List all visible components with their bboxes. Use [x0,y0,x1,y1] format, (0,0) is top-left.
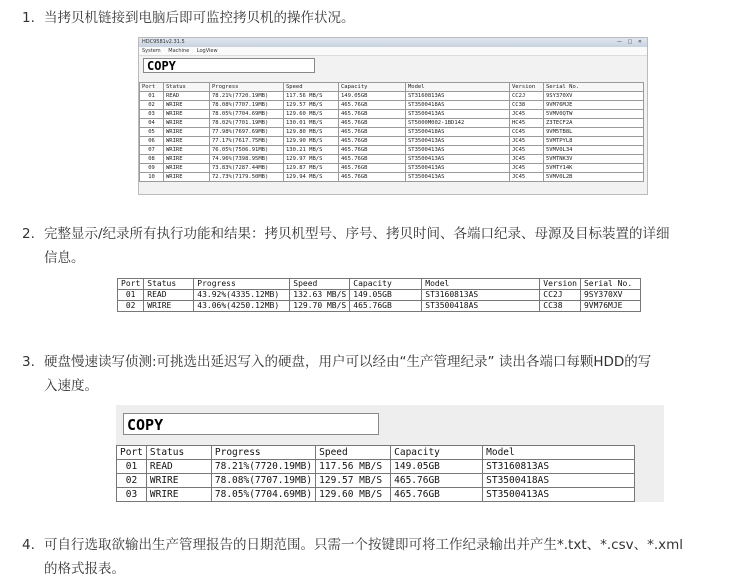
column-header: Model [406,83,510,92]
table-cell: 465.76GB [339,137,406,146]
table-row [117,460,635,474]
list-item-2 [22,222,670,246]
table-cell: JC45 [510,137,544,146]
item-number: 1. [22,10,35,26]
table-cell: CC2J [540,290,581,301]
column-header: Version [510,83,544,92]
speed-screenshot [116,405,664,502]
table-cell: 117.56 MB/S [316,460,391,474]
column-header: Progress [210,83,284,92]
window-titlebar [139,38,647,47]
table-cell: 03 [140,110,164,119]
table-cell: READ [144,290,194,301]
table-cell: WRIRE [164,128,210,137]
column-header: Port [118,279,144,290]
copy-mode-label: COPY [143,58,315,73]
table-cell: JC45 [510,173,544,182]
table-cell: Z3TECF2A [544,119,644,128]
table-cell: 465.76GB [350,301,422,312]
table-cell: 465.76GB [339,164,406,173]
table-cell: 465.76GB [339,101,406,110]
column-header: Capacity [391,446,483,460]
list-item-1 [22,6,355,30]
table-row [117,474,635,488]
table-cell: 9SY370XV [580,290,640,301]
table-cell: 78.08%(7707.19MB) [210,101,284,110]
table-cell: ST3500413AS [406,164,510,173]
table-cell: 02 [117,474,147,488]
table-cell: READ [164,92,210,101]
table-cell: WRIRE [164,164,210,173]
table-row [117,488,635,502]
table-cell: 129.90 MB/S [284,137,339,146]
table-cell: 5VMTNK3V [544,155,644,164]
port-status-table [139,82,644,182]
table-cell: 9VM5TB8L [544,128,644,137]
table-cell: 5VMV0QTW [544,110,644,119]
column-header: Speed [284,83,339,92]
table-cell: READ [146,460,211,474]
table-header-row [118,279,641,290]
item-number: 2. [22,226,35,242]
window-title: HDC9581v2.31.5 [142,39,185,45]
column-header: Model [483,446,635,460]
port-status-table-3 [116,445,635,502]
table-cell: 5VMV0L34 [544,146,644,155]
item-text-continued: 信息。 [44,250,85,266]
table-cell: ST3500413AS [483,488,635,502]
menu-logview[interactable]: LogView [196,48,218,54]
monitor-screenshot [138,37,648,195]
table-cell: 465.76GB [339,146,406,155]
table-cell: 09 [140,164,164,173]
table-cell: 465.76GB [339,155,406,164]
table-cell: 01 [118,290,144,301]
table-cell: 73.83%(7287.44MB) [210,164,284,173]
table-cell: ST5000M002-1BD142 [406,119,510,128]
table-cell: 78.05%(7704.69MB) [210,110,284,119]
table-cell: 149.05GB [339,92,406,101]
table-cell: 43.06%(4250.12MB) [194,301,290,312]
table-row [140,137,644,146]
table-cell: 465.76GB [339,110,406,119]
table-cell: 03 [117,488,147,502]
table-cell: 10 [140,173,164,182]
table-cell: 9VM76MJE [544,101,644,110]
table-cell: 02 [140,101,164,110]
table-cell: 06 [140,137,164,146]
table-cell: 78.21%(7720.19MB) [210,92,284,101]
table-cell: ST3160813AS [483,460,635,474]
table-cell: ST3500413AS [406,146,510,155]
table-row [140,146,644,155]
table-cell: 465.76GB [391,474,483,488]
table-row [140,128,644,137]
table-cell: 01 [140,92,164,101]
item-text-continued: 入速度。 [44,378,98,394]
item-number: 3. [22,354,35,370]
column-header: Port [117,446,147,460]
table-row [140,101,644,110]
table-cell: CC38 [510,101,544,110]
table-cell: ST3500418AS [406,128,510,137]
table-cell: 78.21%(7720.19MB) [211,460,315,474]
column-header: Status [144,279,194,290]
table-cell: ST3160813AS [406,92,510,101]
item-number: 4. [22,537,35,553]
table-cell: 129.60 MB/S [316,488,391,502]
item-text: 当拷贝机链接到电脑后即可监控拷贝机的操作状况。 [44,10,355,26]
table-row [140,119,644,128]
table-cell: 465.76GB [339,128,406,137]
table-cell: ST3160813AS [422,290,540,301]
table-cell: 02 [118,301,144,312]
table-cell: 129.87 MB/S [284,164,339,173]
table-cell: 78.02%(7701.19MB) [210,119,284,128]
table-header-row [140,83,644,92]
table-cell: WRIRE [146,488,211,502]
table-cell: 76.05%(7506.91MB) [210,146,284,155]
item-text-continued: 的格式报表。 [44,561,125,577]
column-header: Progress [211,446,315,460]
table-cell: 74.96%(7398.95MB) [210,155,284,164]
menu-system[interactable]: System [142,48,161,54]
table-cell: 01 [117,460,147,474]
table-row [118,301,641,312]
item-text: 硬盘慢速读写侦测:可挑选出延迟写入的硬盘，用户可以经由“生产管理纪录” 读出各端口每颗HDD的写 [44,354,652,370]
table-cell: ST3500418AS [483,474,635,488]
copy-mode-label: COPY [123,413,379,435]
port-table-body [117,446,635,502]
table-cell: ST3500418AS [406,101,510,110]
table-cell: 77.17%(7617.75MB) [210,137,284,146]
column-header: Version [540,279,581,290]
table-cell: 129.57 MB/S [284,101,339,110]
table-row [118,290,641,301]
table-cell: 132.63 MB/S [290,290,350,301]
column-header: Status [146,446,211,460]
table-cell: WRIRE [164,110,210,119]
table-cell: 129.94 MB/S [284,173,339,182]
table-cell: WRIRE [144,301,194,312]
table-cell: 05 [140,128,164,137]
item-text: 可自行选取欲输出生产管理报告的日期范围。只需一个按键即可将工作纪录输出并产生*.txt、*.csv、*.xml [44,537,684,553]
table-cell: 465.76GB [339,173,406,182]
table-header-row [117,446,635,460]
table-cell: 78.05%(7704.69MB) [211,488,315,502]
column-header: Capacity [339,83,406,92]
table-cell: JC45 [510,146,544,155]
table-cell: 129.80 MB/S [284,128,339,137]
column-header: Serial No. [544,83,644,92]
table-cell: WRIRE [164,137,210,146]
table-cell: 129.60 MB/S [284,110,339,119]
column-header: Model [422,279,540,290]
column-header: Progress [194,279,290,290]
port-table-body [118,279,641,312]
table-row [140,92,644,101]
table-cell: 5VMV0L2B [544,173,644,182]
table-cell: WRIRE [164,101,210,110]
table-cell: 465.76GB [391,488,483,502]
table-cell: 9VM76MJE [580,301,640,312]
table-cell: CC45 [510,128,544,137]
column-header: Status [164,83,210,92]
table-cell: 5VMTY14K [544,164,644,173]
item-text: 完整显示/纪录所有执行功能和结果：拷贝机型号、序号、拷贝时间、各端口纪录、母源及目标装置的详细 [44,226,670,242]
table-cell: WRIRE [164,155,210,164]
table-cell: JC45 [510,110,544,119]
table-cell: JC45 [510,155,544,164]
column-header: Port [140,83,164,92]
table-cell: WRIRE [164,173,210,182]
table-cell: 07 [140,146,164,155]
column-header: Serial No. [580,279,640,290]
table-cell: HC45 [510,119,544,128]
window-controls: — □ ✕ [616,39,644,45]
port-table-body [140,83,644,182]
table-cell: 117.56 MB/S [284,92,339,101]
table-cell: 5VMTPYL8 [544,137,644,146]
table-cell: 149.05GB [350,290,422,301]
table-row [140,155,644,164]
table-cell: 08 [140,155,164,164]
table-cell: ST3500413AS [406,155,510,164]
table-cell: ST3500413AS [406,173,510,182]
table-cell: 9SY370XV [544,92,644,101]
port-status-table-2 [117,278,641,312]
table-cell: JC45 [510,164,544,173]
table-cell: 129.97 MB/S [284,155,339,164]
table-row [140,164,644,173]
table-cell: CC2J [510,92,544,101]
column-header: Speed [290,279,350,290]
table-cell: 72.73%(7179.50MB) [210,173,284,182]
table-cell: WRIRE [164,146,210,155]
table-row [140,110,644,119]
table-cell: 129.57 MB/S [316,474,391,488]
table-cell: 129.70 MB/S [290,301,350,312]
table-row [140,173,644,182]
table-cell: 465.76GB [339,119,406,128]
list-item-4 [22,533,683,557]
list-item-3 [22,350,651,374]
table-cell: 43.92%(4335.12MB) [194,290,290,301]
table-cell: CC38 [540,301,581,312]
column-header: Capacity [350,279,422,290]
table-cell: WRIRE [164,119,210,128]
table-cell: 130.01 MB/S [284,119,339,128]
table-cell: ST3500413AS [406,110,510,119]
table-cell: ST3500413AS [406,137,510,146]
table-cell: ST3500418AS [422,301,540,312]
menu-machine[interactable]: Machine [168,48,190,54]
menu-bar [139,47,647,56]
table-cell: WRIRE [146,474,211,488]
table-cell: 130.21 MB/S [284,146,339,155]
column-header: Speed [316,446,391,460]
table-cell: 78.08%(7707.19MB) [211,474,315,488]
table-cell: 149.05GB [391,460,483,474]
table-cell: 04 [140,119,164,128]
table-cell: 77.98%(7697.69MB) [210,128,284,137]
